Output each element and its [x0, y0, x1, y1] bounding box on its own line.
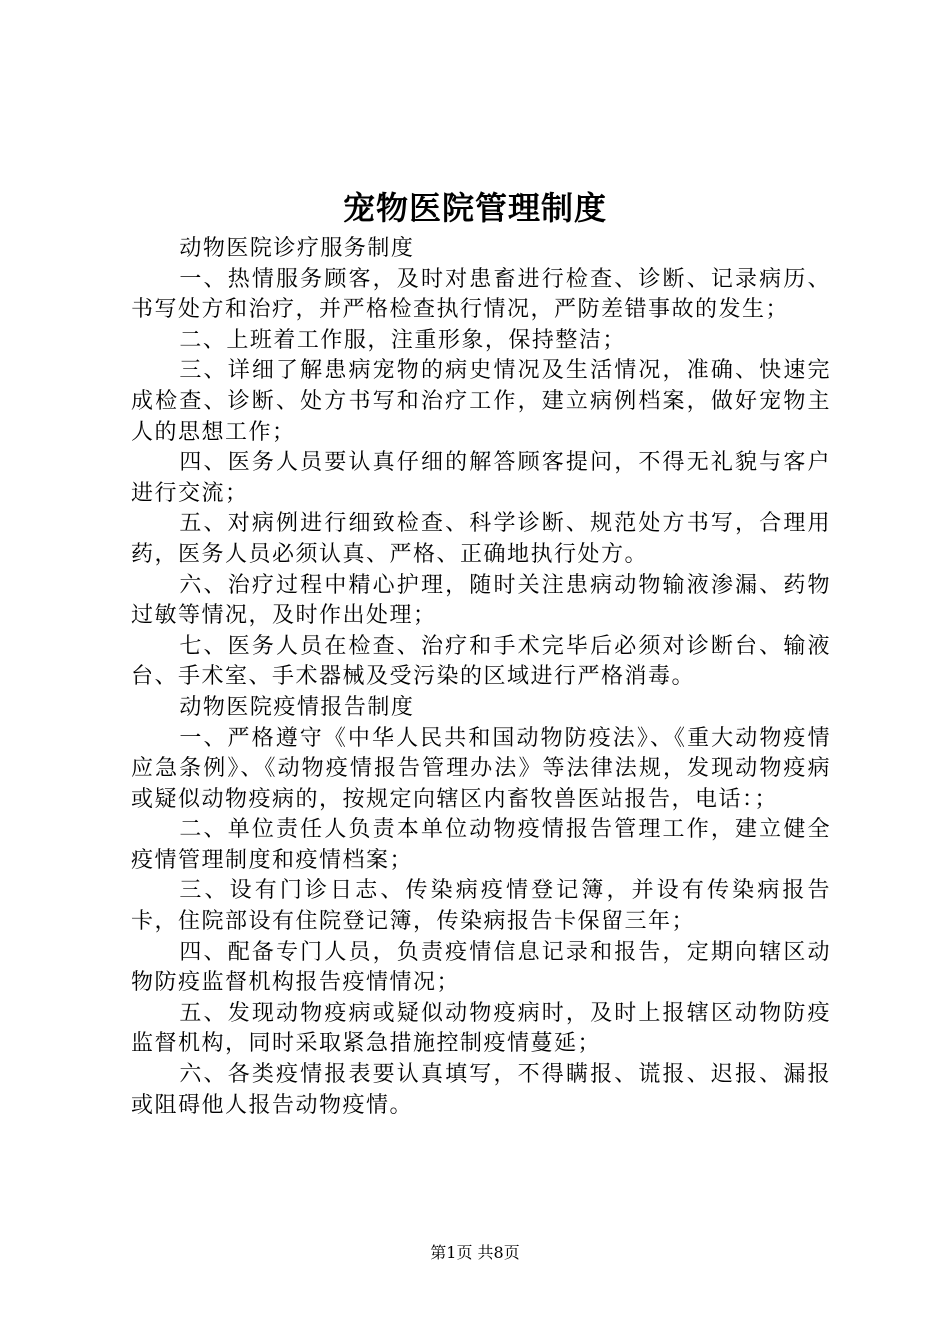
page-footer: 第1页 共8页 — [430, 1243, 520, 1262]
paragraph: 四、医务人员要认真仔细的解答顾客提问，不得无礼貌与客户进行交流； — [131, 450, 831, 506]
section-heading-epidemic: 动物医院疫情报告制度 — [179, 694, 415, 720]
paragraph: 六、各类疫情报表要认真填写，不得瞒报、谎报、迟报、漏报或阻碍他人报告动物疫情。 — [131, 1062, 831, 1118]
paragraph: 三、设有门诊日志、传染病疫情登记簿，并设有传染病报告卡，住院部设有住院登记簿，传染病报告卡保留三年； — [131, 878, 831, 935]
paragraph: 三、详细了解患病宠物的病史情况及生活情况，准确、快速完成检查、诊断、处方书写和治疗工作，建立病例档案，做好宠物主人的思想工作； — [131, 358, 831, 445]
section-heading-diagnosis: 动物医院诊疗服务制度 — [179, 236, 415, 261]
paragraph: 五、发现动物疫病或疑似动物疫病时，及时上报辖区动物防疫监督机构，同时采取紧急措施控制疫情蔓延； — [131, 1000, 831, 1057]
paragraph: 一、热情服务顾客，及时对患畜进行检查、诊断、记录病历、书写处方和治疗，并严格检查执行情况，严防差错事故的发生； — [131, 266, 831, 323]
paragraph: 六、治疗过程中精心护理，随时关注患病动物输液渗漏、药物过敏等情况，及时作出处理； — [131, 572, 831, 629]
paragraph: 五、对病例进行细致检查、科学诊断、规范处方书写，合理用药，医务人员必须认真、严格、正确地执行处方。 — [131, 511, 831, 567]
paragraph: 七、医务人员在检查、治疗和手术完毕后必须对诊断台、输液台、手术室、手术器械及受污染的区域进行严格消毒。 — [131, 633, 831, 690]
paragraph: 四、配备专门人员，负责疫情信息记录和报告，定期向辖区动物防疫监督机构报告疫情情况； — [131, 939, 831, 996]
document-title: 宠物医院管理制度 — [342, 189, 607, 227]
paragraph: 二、上班着工作服，注重形象，保持整洁； — [179, 327, 626, 353]
document-body — [131, 234, 831, 1121]
paragraph: 二、单位责任人负责本单位动物疫情报告管理工作，建立健全疫情管理制度和疫情档案； — [131, 817, 831, 873]
paragraph: 一、严格遵守《中华人民共和国动物防疫法》、《重大动物疫情应急条例》、《动物疫情报告管理办法》等法律法规，发现动物疫病或疑似动物疫病的，按规定向辖区内畜牧兽医站报告，电话：； — [131, 725, 831, 812]
